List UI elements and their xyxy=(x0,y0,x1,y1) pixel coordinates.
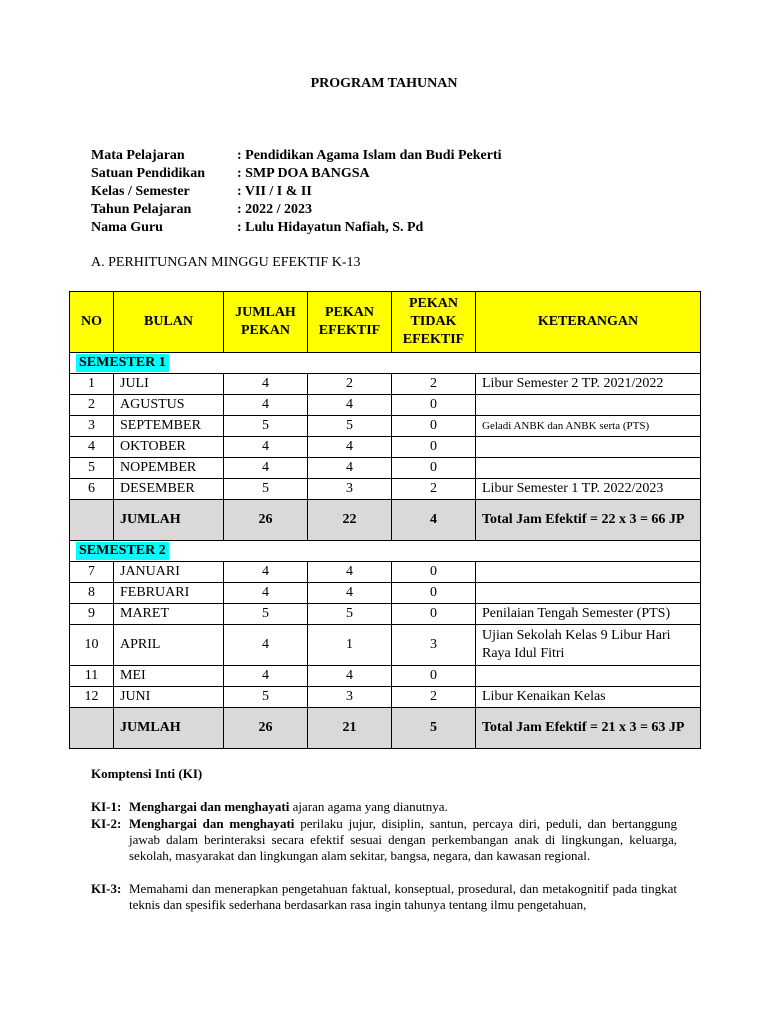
table-row xyxy=(70,604,701,625)
info-row-tahun-pelajaran xyxy=(91,201,502,219)
total-pekan-tidak-efektif: 5 xyxy=(392,708,476,749)
total-label: JUMLAH xyxy=(114,500,224,541)
cell-pekan-efektif: 4 xyxy=(308,666,392,687)
cell-no: 12 xyxy=(70,687,114,708)
header-pekan-efektif: PEKAN EFEKTIF xyxy=(308,292,392,353)
cell-jumlah-pekan: 5 xyxy=(224,604,308,625)
info-row-nama-guru xyxy=(91,219,502,237)
info-block xyxy=(91,147,502,237)
table-row xyxy=(70,458,701,479)
info-row-satuan-pendidikan xyxy=(91,165,502,183)
semester-row xyxy=(70,353,701,374)
cell-pekan-efektif: 5 xyxy=(308,416,392,437)
ki-code: KI-3: xyxy=(91,881,122,896)
info-value: : SMP DOA BANGSA xyxy=(237,166,370,181)
total-row xyxy=(70,708,701,749)
cell-keterangan: Libur Semester 1 TP. 2022/2023 xyxy=(476,479,701,500)
cell-jumlah-pekan: 5 xyxy=(224,416,308,437)
cell-keterangan: Libur Kenaikan Kelas xyxy=(476,687,701,708)
cell-pekan-tidak-efektif: 0 xyxy=(392,395,476,416)
total-pekan-tidak-efektif: 4 xyxy=(392,500,476,541)
ki-text: ajaran agama yang dianutnya. xyxy=(289,799,448,814)
cell-pekan-efektif: 1 xyxy=(308,625,392,666)
cell-pekan-tidak-efektif: 0 xyxy=(392,458,476,479)
cell-pekan-efektif: 4 xyxy=(308,583,392,604)
cell-bulan: NOPEMBER xyxy=(114,458,224,479)
cell-no: 2 xyxy=(70,395,114,416)
table-row xyxy=(70,687,701,708)
ki-lead: Menghargai dan menghayati xyxy=(129,799,290,814)
cell-keterangan xyxy=(476,562,701,583)
cell-pekan-efektif: 3 xyxy=(308,687,392,708)
cell-pekan-tidak-efektif: 2 xyxy=(392,479,476,500)
cell-jumlah-pekan: 4 xyxy=(224,666,308,687)
table-row xyxy=(70,374,701,395)
cell-pekan-tidak-efektif: 0 xyxy=(392,666,476,687)
info-row-mata-pelajaran xyxy=(91,147,502,165)
cell-no: 3 xyxy=(70,416,114,437)
total-pekan-efektif: 22 xyxy=(308,500,392,541)
cell-pekan-efektif: 3 xyxy=(308,479,392,500)
cell-pekan-tidak-efektif: 0 xyxy=(392,562,476,583)
table-row xyxy=(70,583,701,604)
cell-no: 9 xyxy=(70,604,114,625)
total-keterangan: Total Jam Efektif = 22 x 3 = 66 JP xyxy=(476,500,701,541)
cell-bulan: OKTOBER xyxy=(114,437,224,458)
cell-keterangan: Libur Semester 2 TP. 2021/2022 xyxy=(476,374,701,395)
cell-bulan: AGUSTUS xyxy=(114,395,224,416)
info-value: : 2022 / 2023 xyxy=(237,202,313,217)
cell-keterangan: Penilaian Tengah Semester (PTS) xyxy=(476,604,701,625)
cell-bulan: FEBRUARI xyxy=(114,583,224,604)
ki-lead: Menghargai dan menghayati xyxy=(129,816,295,831)
cell-keterangan: Ujian Sekolah Kelas 9 Libur Hari Raya Idul Fitri xyxy=(476,625,701,666)
cell-no: 10 xyxy=(70,625,114,666)
cell-keterangan xyxy=(476,437,701,458)
cell-no: 4 xyxy=(70,437,114,458)
document-title: PROGRAM TAHUNAN xyxy=(310,76,458,91)
section-heading: A. PERHITUNGAN MINGGU EFEKTIF K-13 xyxy=(91,255,361,270)
total-pekan-efektif: 21 xyxy=(308,708,392,749)
cell-jumlah-pekan: 4 xyxy=(224,625,308,666)
ki-text: Memahami dan menerapkan pengetahuan faktual, konseptual, prosedural, dan metakognitif pada tingkat teknis dan spesifik sederhana berdasarkan rasa ingin tahunya tentang ilmu pengetahuan, xyxy=(129,881,677,912)
cell-pekan-tidak-efektif: 2 xyxy=(392,687,476,708)
total-jumlah-pekan: 26 xyxy=(224,500,308,541)
cell-keterangan xyxy=(476,458,701,479)
cell-bulan: MARET xyxy=(114,604,224,625)
table-row xyxy=(70,416,701,437)
cell-keterangan xyxy=(476,583,701,604)
cell-bulan: JUNI xyxy=(114,687,224,708)
info-row-kelas-semester xyxy=(91,183,502,201)
cell-bulan: JULI xyxy=(114,374,224,395)
cell-jumlah-pekan: 4 xyxy=(224,583,308,604)
cell-pekan-efektif: 4 xyxy=(308,437,392,458)
cell-pekan-tidak-efektif: 0 xyxy=(392,416,476,437)
cell-no: 8 xyxy=(70,583,114,604)
header-keterangan: KETERANGAN xyxy=(476,292,701,353)
cell-bulan: DESEMBER xyxy=(114,479,224,500)
cell-bulan: MEI xyxy=(114,666,224,687)
table-row xyxy=(70,562,701,583)
ki-heading: Komptensi Inti (KI) xyxy=(91,766,203,781)
cell-pekan-efektif: 5 xyxy=(308,604,392,625)
table-header-row xyxy=(70,292,701,353)
total-keterangan: Total Jam Efektif = 21 x 3 = 63 JP xyxy=(476,708,701,749)
ki-text: perilaku jujur, disiplin, santun, percaya diri, peduli, dan bertanggung jawab dalam berinteraksi secara efektif sesuai dengan perkembangan anak di lingkungan, keluarga, sekolah, masyarakat dan lingkungan alam sekitar, bangsa, negara, dan kawasan regional. xyxy=(129,816,678,863)
ki-item-1 xyxy=(91,799,677,815)
info-label: Mata Pelajaran xyxy=(91,148,185,163)
cell-bulan: JANUARI xyxy=(114,562,224,583)
info-label: Tahun Pelajaran xyxy=(91,202,192,217)
header-bulan: BULAN xyxy=(114,292,224,353)
cell-keterangan: Geladi ANBK dan ANBK serta (PTS) xyxy=(476,416,701,437)
info-label: Kelas / Semester xyxy=(91,184,190,199)
cell-pekan-tidak-efektif: 0 xyxy=(392,583,476,604)
header-jumlah-pekan: JUMLAH PEKAN xyxy=(224,292,308,353)
info-label: Nama Guru xyxy=(91,220,163,235)
cell-keterangan xyxy=(476,395,701,416)
total-jumlah-pekan: 26 xyxy=(224,708,308,749)
info-label: Satuan Pendidikan xyxy=(91,166,205,181)
cell-bulan: SEPTEMBER xyxy=(114,416,224,437)
cell-no: 5 xyxy=(70,458,114,479)
cell-no: 1 xyxy=(70,374,114,395)
cell-pekan-tidak-efektif: 3 xyxy=(392,625,476,666)
effective-weeks-table xyxy=(69,291,701,749)
cell-bulan: APRIL xyxy=(114,625,224,666)
ki-item-2 xyxy=(91,816,677,864)
cell-no: 6 xyxy=(70,479,114,500)
cell-jumlah-pekan: 4 xyxy=(224,437,308,458)
semester-label: SEMESTER 2 xyxy=(76,542,169,560)
cell-jumlah-pekan: 4 xyxy=(224,562,308,583)
cell-jumlah-pekan: 4 xyxy=(224,374,308,395)
table-row xyxy=(70,625,701,666)
table-row xyxy=(70,437,701,458)
cell-pekan-tidak-efektif: 2 xyxy=(392,374,476,395)
cell-pekan-tidak-efektif: 0 xyxy=(392,437,476,458)
cell-no: 7 xyxy=(70,562,114,583)
info-value: : Pendidikan Agama Islam dan Budi Pekerti xyxy=(237,148,502,163)
cell-jumlah-pekan: 5 xyxy=(224,687,308,708)
cell-jumlah-pekan: 4 xyxy=(224,458,308,479)
cell-pekan-efektif: 2 xyxy=(308,374,392,395)
table-row xyxy=(70,395,701,416)
header-pekan-tidak-efektif: PEKAN TIDAK EFEKTIF xyxy=(392,292,476,353)
ki-item-3 xyxy=(91,881,677,913)
info-value: : Lulu Hidayatun Nafiah, S. Pd xyxy=(237,220,424,235)
table-row xyxy=(70,666,701,687)
semester-row xyxy=(70,541,701,562)
cell-pekan-efektif: 4 xyxy=(308,458,392,479)
info-value: : VII / I & II xyxy=(237,184,312,199)
cell-keterangan xyxy=(476,666,701,687)
cell-pekan-efektif: 4 xyxy=(308,562,392,583)
cell-pekan-efektif: 4 xyxy=(308,395,392,416)
cell-jumlah-pekan: 4 xyxy=(224,395,308,416)
ki-code: KI-1: xyxy=(91,799,122,814)
header-no: NO xyxy=(70,292,114,353)
ki-code: KI-2: xyxy=(91,816,122,831)
cell-pekan-tidak-efektif: 0 xyxy=(392,604,476,625)
table-row xyxy=(70,479,701,500)
total-label: JUMLAH xyxy=(114,708,224,749)
cell-no: 11 xyxy=(70,666,114,687)
semester-label: SEMESTER 1 xyxy=(76,354,169,372)
cell-jumlah-pekan: 5 xyxy=(224,479,308,500)
total-row xyxy=(70,500,701,541)
